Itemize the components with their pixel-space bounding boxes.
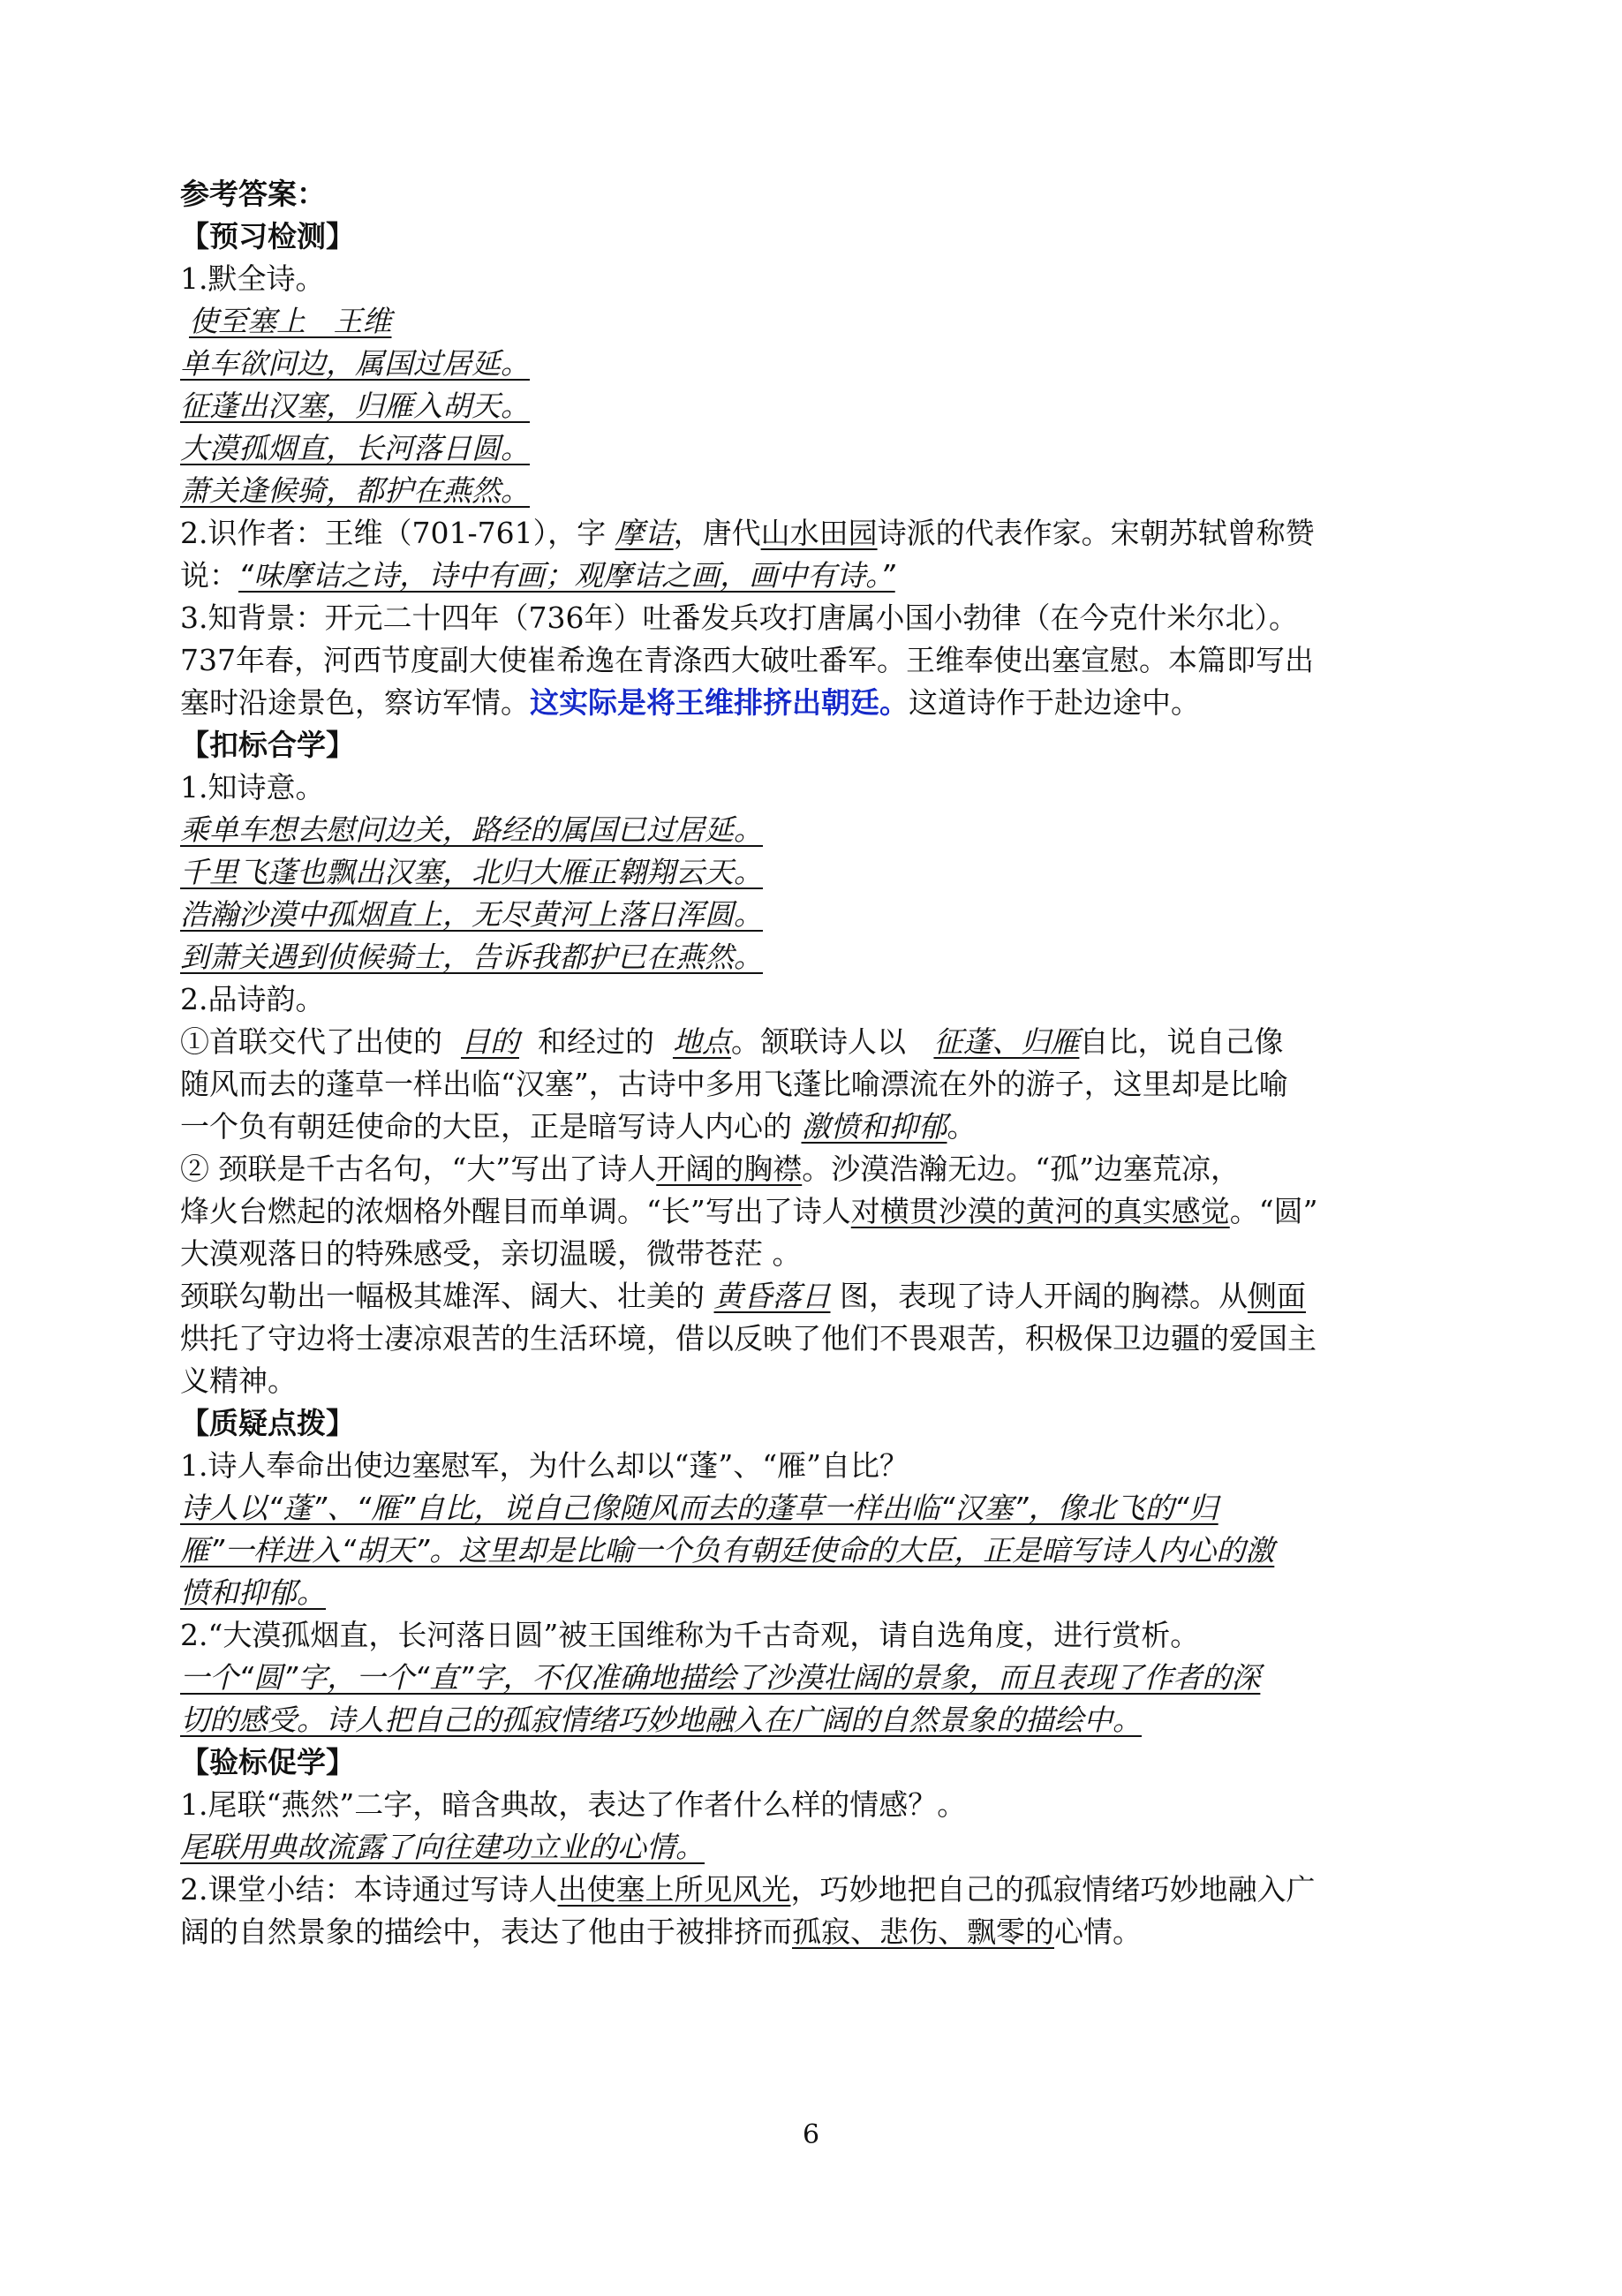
page-title: 参考答案：	[180, 177, 326, 211]
check-answer-1: 尾联用典故流露了向往建功立业的心情。	[180, 1830, 705, 1864]
summary-line-2: 阔的自然景象的描绘中，表达了他由于被排挤而孤寂、悲伤、飘零的心情。	[180, 1915, 1142, 1949]
poem-author: 王维	[333, 304, 392, 338]
answer-blank: “味摩诘之诗，诗中有画；观摩诘之画，画中有诗。”	[238, 558, 895, 593]
analysis-1-line-3: 一个负有朝廷使命的大臣，正是暗写诗人内心的 激愤和抑郁。	[180, 1109, 977, 1144]
answer-blank: 目的	[460, 1024, 519, 1059]
poem-title: 使至塞上	[189, 304, 306, 338]
question-4: 1.知诗意。	[180, 770, 325, 804]
answer-blank: 对横贯沙漠的黄河的真实感觉	[850, 1194, 1230, 1228]
page-number: 6	[802, 2119, 820, 2150]
translation-line: 到萧关遇到侦候骑士，告诉我都护已在燕然。	[180, 940, 763, 974]
poem-line: 萧关逢候骑，都护在燕然。	[180, 473, 530, 508]
answer-blank: 侧面	[1248, 1279, 1306, 1313]
translation-line: 乘单车想去慰问边关，路经的属国已过居延。	[180, 812, 763, 847]
question-3-line-2: 737年春，河西节度副大使崔希逸在青涤西大破吐番军。王维奉使出塞宣慰。本篇即写出	[180, 643, 1314, 677]
section-heading-preview: 【预习检测】	[180, 219, 355, 253]
highlighted-sentence: 这实际是将王维排挤出朝廷。	[530, 685, 909, 720]
discussion-answer-line: 一个“圆”字，一个“直”字，不仅准确地描绘了沙漠壮阔的景象，而且表现了作者的深	[180, 1660, 1261, 1695]
discussion-answer-line: 切的感受。诗人把自己的孤寂情绪巧妙地融入在广阔的自然景象的描绘中。	[180, 1703, 1142, 1737]
analysis-2-line-2: 烽火台燃起的浓烟格外醒目而单调。“长”写出了诗人对横贯沙漠的黄河的真实感觉。“圆”	[180, 1194, 1318, 1228]
analysis-1-line-1: ①首联交代了出使的 目的 和经过的 地点。颔联诗人以 征蓬、归雁自比，说自己像	[180, 1024, 1284, 1059]
discussion-question-2: 2.“大漠孤烟直，长河落日圆”被王国维称为千古奇观，请自选角度，进行赏析。	[180, 1618, 1200, 1652]
answer-blank: 征蓬、归雁	[933, 1024, 1080, 1059]
analysis-3-line-2: 烘托了守边将士凄凉艰苦的生活环境，借以反映了他们不畏艰苦，积极保卫边疆的爱国主	[180, 1321, 1316, 1356]
check-question-1: 1.尾联“燕然”二字，暗含典故，表达了作者什么样的情感？。	[180, 1787, 967, 1822]
summary-line-1: 2.课堂小结：本诗通过写诗人出使塞上所见风光，巧妙地把自己的孤寂情绪巧妙地融入广	[180, 1872, 1316, 1907]
answer-blank: 出使塞上所见风光	[557, 1872, 791, 1907]
analysis-2-line-1: ② 颈联是千古名句，“大”写出了诗人开阔的胸襟。沙漠浩瀚无边。“孤”边塞荒凉，	[180, 1152, 1240, 1186]
discussion-answer-line: 诗人以“蓬”、“雁”自比，说自己像随风而去的蓬草一样出临“汉塞”，像北飞的“归	[180, 1491, 1218, 1525]
question-1: 1.默全诗。	[180, 261, 325, 296]
section-heading-study: 【扣标合学】	[180, 728, 355, 762]
answer-blank: 激愤和抑郁	[801, 1109, 947, 1144]
question-5: 2.品诗韵。	[180, 982, 325, 1016]
analysis-2-line-3: 大漠观落日的特殊感受，亲切温暖，微带苍茫 。	[180, 1236, 802, 1271]
translation-line: 千里飞蓬也飘出汉塞，北归大雁正翱翔云天。	[180, 855, 763, 889]
discussion-answer-line: 愤和抑郁。	[180, 1575, 326, 1610]
question-2-line-2: 说：“味摩诘之诗，诗中有画；观摩诘之画，画中有诗。”	[180, 558, 895, 593]
poem-title-line	[189, 300, 391, 343]
section-heading-check: 【验标促学】	[180, 1745, 355, 1779]
answer-blank: 山水田园	[760, 516, 878, 550]
discussion-answer-line: 雁”一样进入“胡天”。这里却是比喻一个负有朝廷使命的大臣，正是暗写诗人内心的激	[180, 1533, 1275, 1567]
discussion-question-1: 1.诗人奉命出使边塞慰军，为什么却以“蓬”、“雁”自比？	[180, 1448, 909, 1483]
answer-blank: 摩诘	[615, 516, 674, 550]
question-3-line-1: 3.知背景：开元二十四年（736年）吐番发兵攻打唐属小国小勃律（在今克什米尔北）。	[180, 600, 1298, 635]
poem-line: 征蓬出汉塞，归雁入胡天。	[180, 389, 530, 423]
analysis-3-line-3: 义精神。	[180, 1363, 297, 1398]
answer-blank: 孤寂、悲伤、飘零的	[792, 1915, 1054, 1949]
section-heading-questions: 【质疑点拨】	[180, 1406, 355, 1440]
analysis-1-line-2: 随风而去的蓬草一样出临“汉塞”，古诗中多用飞蓬比喻漂流在外的游子，这里却是比喻	[180, 1067, 1288, 1101]
poem-line: 单车欲问边，属国过居延。	[180, 346, 530, 381]
question-3-line-3: 塞时沿途景色，察访军情。这实际是将王维排挤出朝廷。这道诗作于赴边途中。	[180, 685, 1200, 720]
translation-line: 浩瀚沙漠中孤烟直上，无尽黄河上落日浑圆。	[180, 897, 763, 932]
question-2-line-1: 2.识作者：王维（701-761），字 摩诘，唐代山水田园诗派的代表作家。宋朝苏轼曾称赞	[180, 516, 1315, 550]
answer-blank: 黄昏落日	[713, 1279, 831, 1313]
poem-line: 大漠孤烟直，长河落日圆。	[180, 431, 530, 465]
answer-blank: 开阔的胸襟	[656, 1152, 803, 1186]
answer-blank: 地点	[672, 1024, 731, 1059]
analysis-3-line-1: 颈联勾勒出一幅极其雄浑、阔大、壮美的 黄昏落日 图，表现了诗人开阔的胸襟。从侧面	[180, 1279, 1306, 1313]
